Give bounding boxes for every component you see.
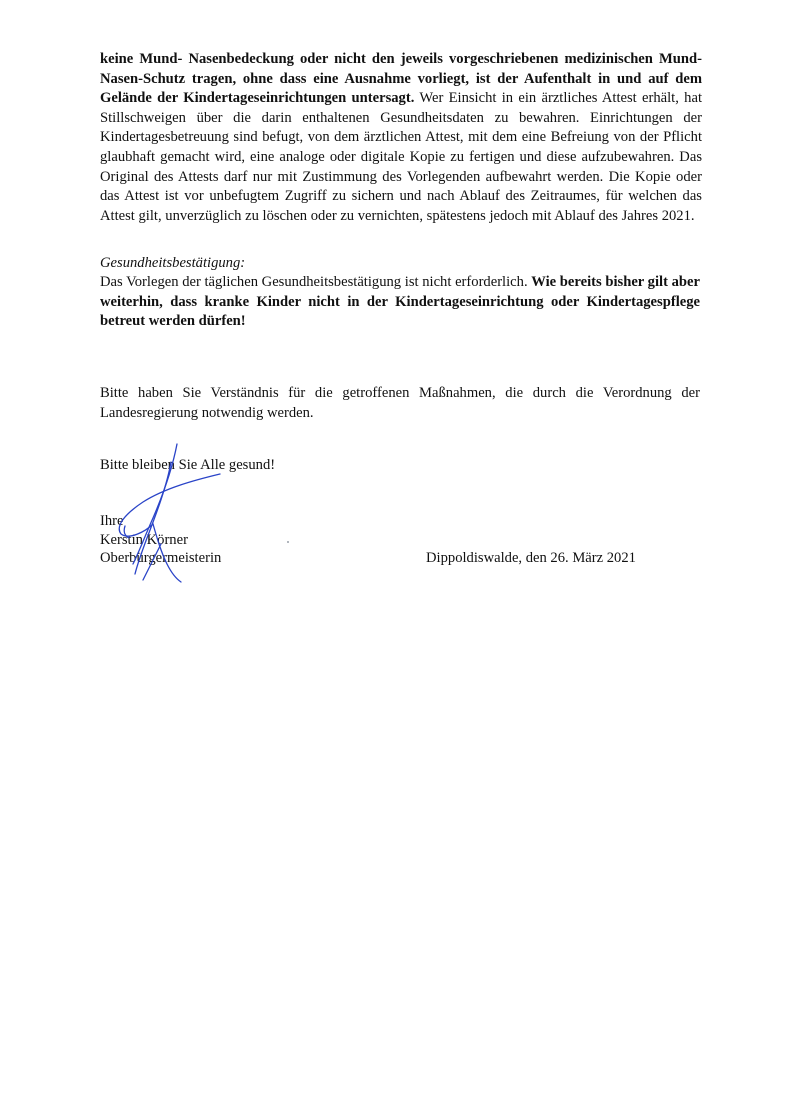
closing-line: Ihre bbox=[100, 513, 124, 529]
scan-speck bbox=[287, 541, 289, 543]
place-date-line: Dippoldiswalde, den 26. März 2021 bbox=[426, 550, 636, 566]
health-confirmation-text: Das Vorlegen der täglichen Gesundheitsbestätigung ist nicht erforderlich. bbox=[100, 274, 532, 290]
health-confirmation-paragraph bbox=[100, 273, 700, 332]
section-heading-gesundheitsbestaetigung: Gesundheitsbestätigung: bbox=[100, 255, 246, 271]
handwritten-signature bbox=[95, 440, 245, 590]
attest-paragraph bbox=[100, 50, 702, 226]
attest-paragraph-bold: keine Mund- Nasenbedeckung oder nicht den jeweils vorgeschriebenen medizinischen Mund-Nasen-Schutz tragen, ohne dass eine Ausnahme vorliegt, ist der Aufenthalt in und auf dem Gelände der Kindertageseinrichtungen untersagt. bbox=[100, 51, 702, 107]
attest-paragraph-text: Wer Einsicht in ein ärztliches Attest erhält, hat Stillschweigen über die darin enthaltenen Gesundheitsdaten zu bewahren. Einrichtungen der Kindertagesbetreuung sind befugt, von dem ärztlichen Attest, mit dem eine Befreiung von der Pflicht glaubhaft gemacht wird, eine analoge oder digitale Kopie zu fertigen und diese aufzubewahren. Das Original des Attests darf nur mit Zustimmung des Vorlegenden aufbewahrt werden. Die Kopie oder das Attest ist vor unbefugtem Zugriff zu sichern und nach Ablauf des Zeitraumes, für welchen das Attest gilt, unverzüglich zu löschen oder zu vernichten, spätestens jedoch mit Ablauf des Jahres 2021. bbox=[100, 90, 702, 224]
health-confirmation-bold: Wie bereits bisher gilt aber weiterhin, dass kranke Kinder nicht in der Kindertageseinrichtung oder Kindertagespflege betreut werden dürfen! bbox=[100, 274, 700, 330]
signer-title: Oberbürgermeisterin bbox=[100, 550, 222, 567]
signer-name: Kerstin Körner bbox=[100, 531, 188, 548]
understanding-paragraph: Bitte haben Sie Verständnis für die getroffenen Maßnahmen, die durch die Verordnung der Landesregierung notwendig werden. bbox=[100, 385, 700, 421]
greeting-line: Bitte bleiben Sie Alle gesund! bbox=[100, 457, 276, 473]
